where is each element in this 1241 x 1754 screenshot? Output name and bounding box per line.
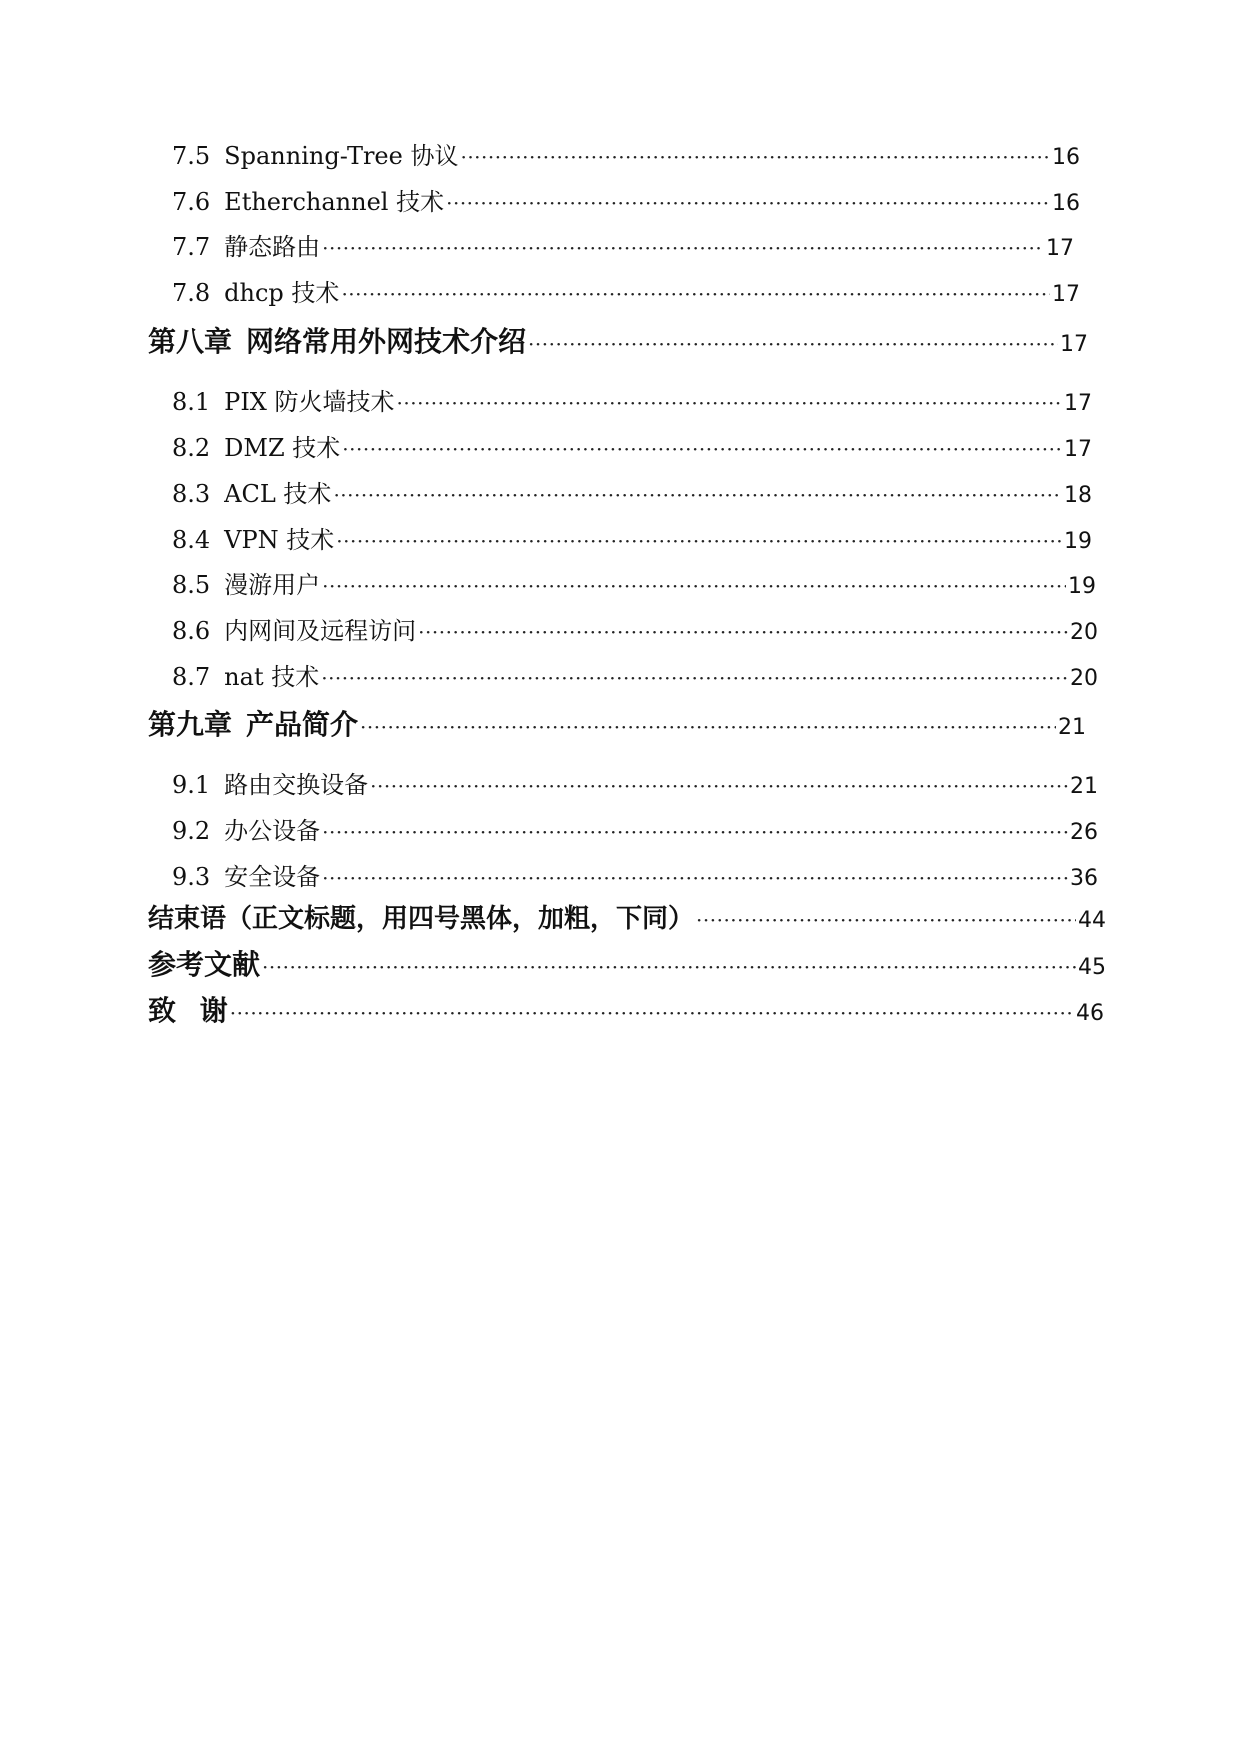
toc-dot-leader — [360, 715, 1056, 739]
toc-chapter-page: 21 — [1058, 715, 1086, 740]
toc-chapter-title: 结束语（正文标题，用四号黑体，加粗，下同） — [148, 904, 695, 934]
toc-dot-leader — [262, 955, 1076, 979]
toc-entry[interactable] — [172, 273, 1080, 308]
toc-dot-leader — [397, 391, 1062, 415]
toc-entry-number: 9.2 — [172, 817, 211, 845]
toc-chapter-page: 46 — [1076, 1001, 1104, 1026]
toc-entry-page: 17 — [1046, 236, 1074, 261]
toc-entry-number: 8.7 — [172, 663, 211, 691]
toc-entry-title: VPN 技术 — [224, 526, 335, 554]
toc-dot-leader — [322, 574, 1066, 598]
toc-entry[interactable] — [172, 565, 1096, 600]
toc-chapter[interactable] — [148, 320, 1088, 360]
toc-entry-number: 7.6 — [172, 188, 211, 216]
toc-dot-leader — [696, 908, 1076, 932]
toc-entry-title: dhcp 技术 — [224, 279, 340, 307]
toc-entry-number: 7.7 — [172, 233, 211, 261]
toc-entry-title: 内网间及远程访问 — [224, 617, 417, 645]
toc-entry[interactable] — [172, 474, 1092, 509]
toc-dot-leader — [322, 236, 1044, 260]
toc-entry-number: 8.1 — [172, 388, 211, 416]
toc-chapter[interactable] — [148, 898, 1106, 935]
toc-entry-title: 静态路由 — [224, 233, 321, 261]
toc-chapter-page: 17 — [1060, 332, 1088, 357]
toc-entry[interactable] — [172, 765, 1098, 800]
toc-entry-page: 20 — [1070, 620, 1098, 645]
toc-entry-page: 17 — [1064, 437, 1092, 462]
toc-entry-page: 20 — [1070, 666, 1098, 691]
toc-entry-page: 26 — [1070, 820, 1098, 845]
toc-entry-number: 8.5 — [172, 571, 211, 599]
toc-entry[interactable] — [172, 227, 1074, 262]
toc-dot-leader — [321, 666, 1068, 690]
toc-entry-number: 8.3 — [172, 480, 211, 508]
toc-entry[interactable] — [172, 857, 1098, 892]
toc-entry-number: 9.1 — [172, 771, 211, 799]
toc-entry-page: 19 — [1064, 529, 1092, 554]
toc-entry[interactable] — [172, 520, 1092, 555]
toc-entry-page: 16 — [1052, 191, 1080, 216]
toc-entry[interactable] — [172, 611, 1098, 646]
toc-entry-page: 19 — [1068, 574, 1096, 599]
toc-dot-leader — [528, 332, 1058, 356]
toc-chapter[interactable] — [148, 703, 1086, 743]
toc-entry-page: 18 — [1064, 483, 1092, 508]
toc-dot-leader — [460, 145, 1050, 169]
toc-dot-leader — [322, 866, 1068, 890]
toc-chapter[interactable] — [148, 943, 1106, 983]
toc-entry-title: Etherchannel 技术 — [224, 188, 445, 216]
toc-dot-leader — [341, 282, 1050, 306]
toc-dot-leader — [418, 620, 1068, 644]
toc-entry-number: 8.2 — [172, 434, 211, 462]
toc-dot-leader — [333, 483, 1062, 507]
toc-entry-page: 17 — [1064, 391, 1092, 416]
toc-entry[interactable] — [172, 136, 1080, 171]
toc-dot-leader — [322, 820, 1068, 844]
toc-entry-page: 36 — [1070, 866, 1098, 891]
toc-dot-leader — [336, 529, 1062, 553]
toc-entry-title: ACL 技术 — [224, 480, 332, 508]
toc-entry-title: nat 技术 — [224, 663, 320, 691]
toc-entry[interactable] — [172, 811, 1098, 846]
toc-chapter-title: 产品简介 — [246, 708, 359, 741]
toc-entry[interactable] — [172, 657, 1098, 692]
toc-chapter-title: 网络常用外网技术介绍 — [246, 325, 527, 358]
toc-entry[interactable] — [172, 182, 1080, 217]
toc-chapter[interactable] — [148, 989, 1104, 1029]
toc-dot-leader — [446, 191, 1050, 215]
toc-entry-title: DMZ 技术 — [224, 434, 341, 462]
toc-dot-leader — [342, 437, 1062, 461]
toc-entry-title: PIX 防火墙技术 — [224, 388, 395, 416]
toc-chapter-title: 参考文献 — [148, 948, 261, 981]
toc-entry-page: 16 — [1052, 145, 1080, 170]
toc-chapter-number: 第九章 — [148, 708, 233, 741]
toc-chapter-page: 45 — [1078, 955, 1106, 980]
toc-entry-title: 漫游用户 — [224, 571, 321, 599]
toc-chapter-title: 致 谢 — [148, 994, 228, 1027]
toc-entry-number: 7.8 — [172, 279, 211, 307]
toc-entry-title: 路由交换设备 — [224, 771, 369, 799]
toc-chapter-number: 第八章 — [148, 325, 233, 358]
toc-entry-title: Spanning-Tree 协议 — [224, 142, 459, 170]
toc-dot-leader — [230, 1001, 1074, 1025]
toc-entry-page: 21 — [1070, 774, 1098, 799]
toc-entry-number: 9.3 — [172, 863, 211, 891]
toc-entry-page: 17 — [1052, 282, 1080, 307]
toc-entry-title: 办公设备 — [224, 817, 321, 845]
toc-chapter-page: 44 — [1078, 908, 1106, 933]
toc-entry-number: 8.4 — [172, 526, 211, 554]
toc-entry-number: 7.5 — [172, 142, 211, 170]
toc-entry-number: 8.6 — [172, 617, 211, 645]
toc-entry[interactable] — [172, 382, 1092, 417]
toc-entry[interactable] — [172, 428, 1092, 463]
toc-entry-title: 安全设备 — [224, 863, 321, 891]
toc-dot-leader — [370, 774, 1068, 798]
